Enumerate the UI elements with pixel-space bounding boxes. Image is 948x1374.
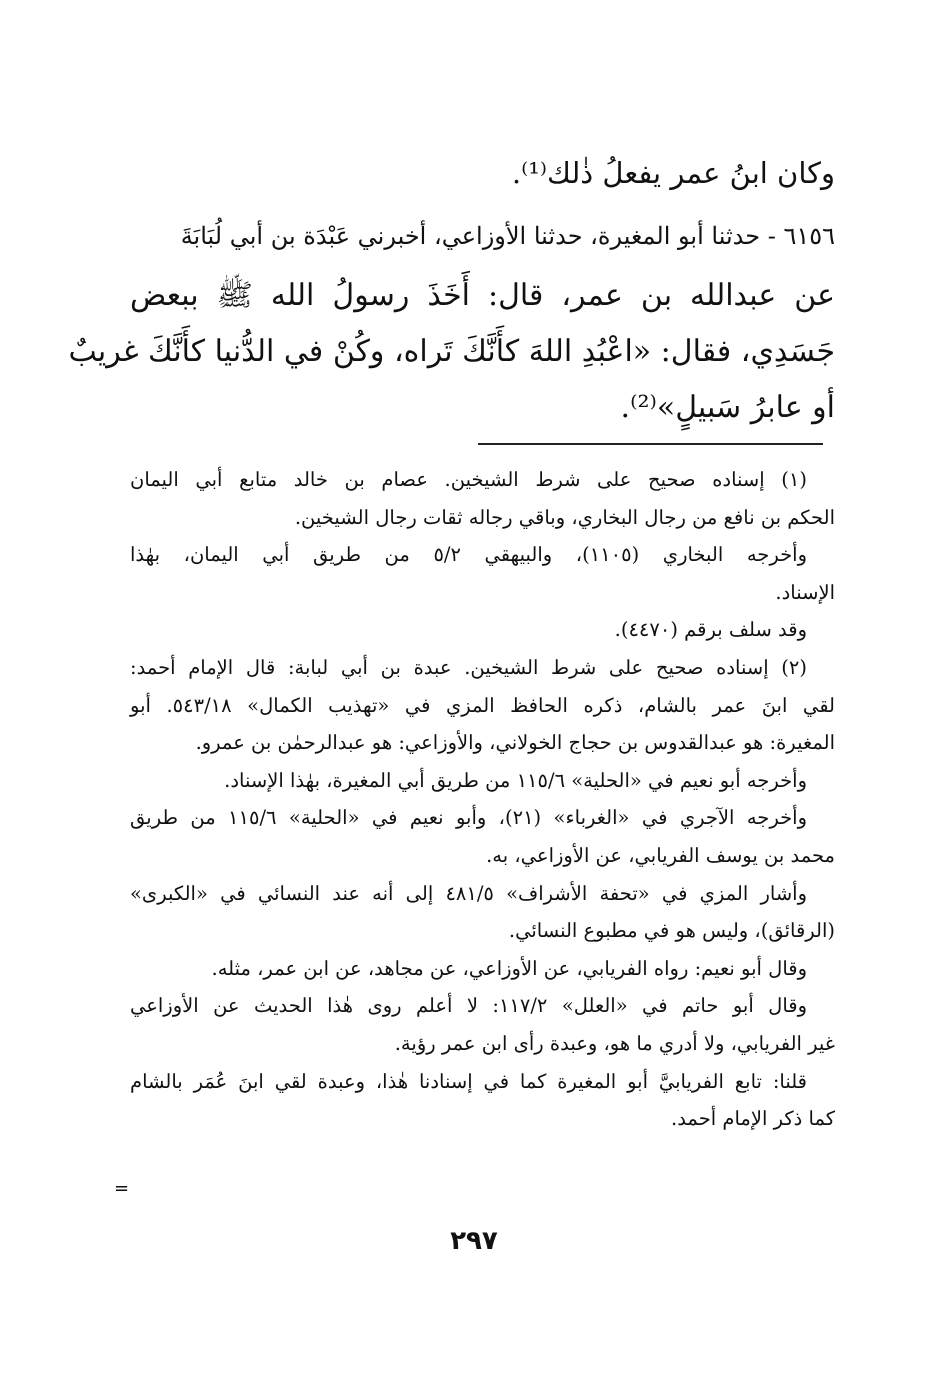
footnote-line: كما ذكر الإمام أحمد. — [671, 1107, 835, 1131]
page-number: ٢٩٧ — [450, 1226, 498, 1256]
footnote-line: وقد سلف برقم (٤٤٧٠). — [614, 618, 807, 642]
continuation-mark: = — [114, 1178, 130, 1199]
footnote-line: (الرقائق)، وليس هو في مطبوع النسائي. — [508, 919, 835, 943]
footnote-line: قلنا: تابع الفريابيَّ أبو المغيرة كما في إسنادنا هٰذا، وعبدة لقي ابنَ عُمَر بالشام — [130, 1069, 807, 1093]
footnote-line: وأخرجه أبو نعيم في «الحلية» ١١٥/٦ من طريق أبي المغيرة، بهٰذا الإسناد. — [224, 768, 807, 792]
intro-line: وكان ابنُ عمر يفعلُ ذٰلك⁽¹⁾. — [511, 156, 835, 190]
footnote-line: محمد بن يوسف الفريابي، عن الأوزاعي، به. — [486, 843, 835, 867]
footnote-line: وقال أبو نعيم: رواه الفريابي، عن الأوزاعي، عن مجاهد، عن ابن عمر، مثله. — [211, 956, 807, 980]
footnote-line: وأخرجه البخاري (١١٠٥)، والبيهقي ٥/٢ من طريق أبي اليمان، بهٰذا — [130, 543, 807, 567]
footnote-line: وقال أبو حاتم في «العلل» ١١٧/٢: لا أعلم روى هٰذا الحديث عن الأوزاعي — [130, 994, 808, 1018]
footnote-line: الإسناد. — [775, 580, 835, 604]
hadith-line: جَسَدِي، فقال: «اعْبُدِ اللهَ كأَنَّكَ تَراه، وكُنْ في الدُّنيا كأَنَّكَ غريبٌ — [68, 334, 835, 369]
footnote-separator — [478, 443, 823, 445]
footnote-line: لقي ابنَ عمر بالشام، ذكره الحافظ المزي في «تهذيب الكمال» ٥٤٣/١٨. أبو — [130, 693, 835, 717]
footnote-line: وأخرجه الآجري في «الغرباء» (٢١)، وأبو نعيم في «الحلية» ١١٥/٦ من طريق — [130, 806, 807, 830]
footnote-line: (١) إسناده صحيح على شرط الشيخين. عصام بن خالد متابع أبي اليمان — [130, 468, 807, 491]
hadith-line: أو عابرُ سَبيلٍ»⁽²⁾. — [620, 390, 835, 425]
footnote-line: (٢) إسناده صحيح على شرط الشيخين. عبدة بن أبي لبابة: قال الإمام أحمد: — [130, 655, 807, 679]
footnote-line: غير الفريابي، ولا أدري ما هو، وعبدة رأى ابن عمر رؤية. — [394, 1031, 835, 1055]
footnote-line: الحكم بن نافع من رجال البخاري، وباقي رجاله ثقات رجال الشيخين. — [294, 505, 835, 529]
hadith-header: ٦١٥٦ - حدثنا أبو المغيرة، حدثنا الأوزاعي، أخبرني عَبْدَة بن أبي لُبَابَةَ — [180, 222, 835, 250]
footnote-line: وأشار المزي في «تحفة الأشراف» ٤٨١/٥ إلى أنه عند النسائي في «الكبرى» — [130, 881, 807, 905]
footnote-line: المغيرة: هو عبدالقدوس بن حجاج الخولاني، والأوزاعي: هو عبدالرحمٰن بن عمرو. — [195, 731, 835, 755]
hadith-text — [68, 268, 835, 436]
footnotes — [130, 461, 835, 1138]
hadith-line: عن عبدالله بن عمر، قال: أَخَذَ رسولُ الله ﷺ ببعض — [130, 278, 835, 313]
